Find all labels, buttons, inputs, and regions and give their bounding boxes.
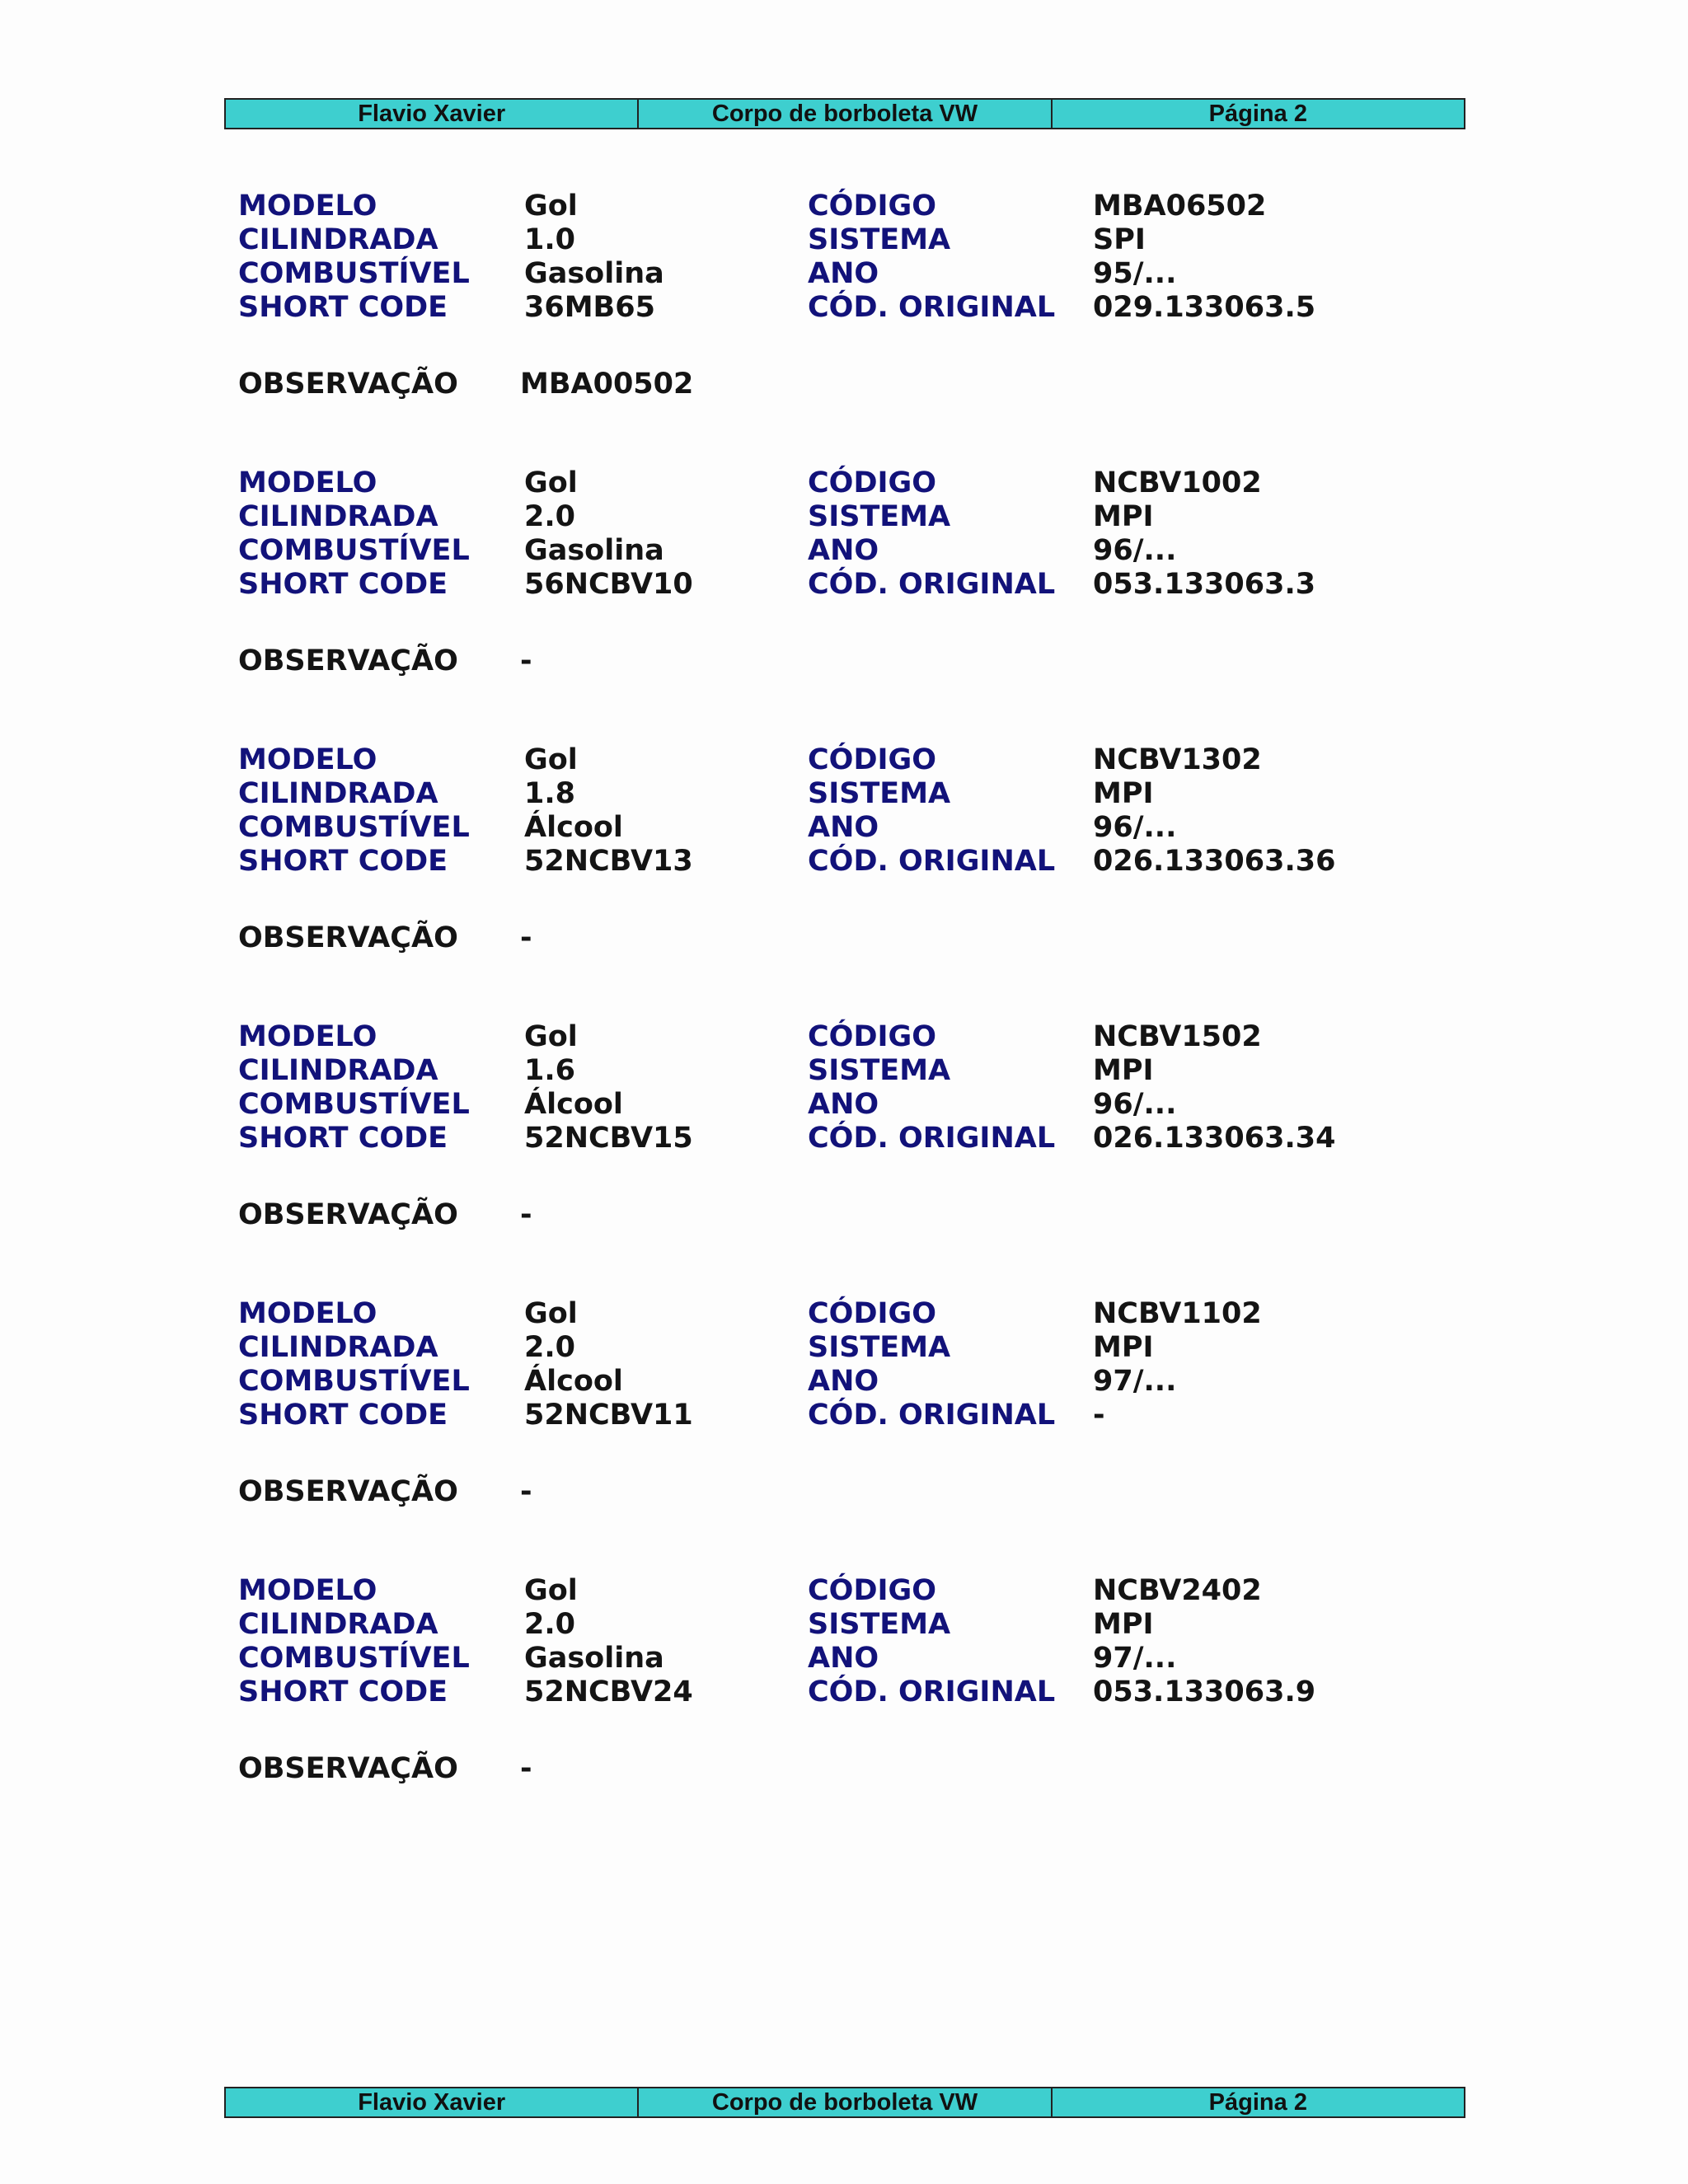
entry-row — [238, 1675, 1392, 1708]
modelo-value: Gol — [524, 466, 578, 499]
short-code-value: 52NCBV11 — [524, 1399, 693, 1432]
entry-row — [238, 1297, 1392, 1330]
cod-original-value: 026.133063.34 — [1093, 1122, 1336, 1155]
entry-row — [238, 1399, 1392, 1432]
entry-row — [238, 500, 1392, 533]
observacao-value: - — [520, 921, 532, 954]
part-entry — [238, 466, 1392, 681]
footer-title: Corpo de borboleta VW — [639, 2088, 1052, 2116]
short-code-value: 36MB65 — [524, 291, 655, 324]
cod-original-label: CÓD. ORIGINAL — [808, 1675, 1056, 1708]
part-entry — [238, 1020, 1392, 1235]
observacao-row — [238, 921, 1392, 954]
modelo-value: Gol — [524, 743, 578, 776]
observacao-label: OBSERVAÇÃO — [238, 1752, 458, 1785]
cod-original-value: 053.133063.9 — [1093, 1675, 1316, 1708]
cod-original-label: CÓD. ORIGINAL — [808, 568, 1056, 601]
entry-row — [238, 223, 1392, 256]
header-title: Corpo de borboleta VW — [639, 100, 1052, 128]
observacao-row — [238, 1752, 1392, 1785]
combustivel-value: Álcool — [524, 1365, 623, 1398]
sistema-label: SISTEMA — [808, 1331, 951, 1364]
sistema-value: MPI — [1093, 1608, 1154, 1641]
combustivel-label: COMBUSTÍVEL — [238, 257, 470, 290]
entry-row — [238, 568, 1392, 601]
codigo-value: NCBV1502 — [1093, 1020, 1262, 1053]
entry-row — [238, 1020, 1392, 1053]
ano-value: 95/... — [1093, 257, 1177, 290]
combustivel-value: Gasolina — [524, 534, 664, 567]
observacao-row — [238, 1475, 1392, 1508]
sistema-value: MPI — [1093, 1054, 1154, 1087]
combustivel-label: COMBUSTÍVEL — [238, 534, 470, 567]
ano-label: ANO — [808, 534, 879, 567]
cilindrada-label: CILINDRADA — [238, 1331, 438, 1364]
observacao-value: - — [520, 1752, 532, 1785]
ano-value: 96/... — [1093, 811, 1177, 844]
part-entry — [238, 1297, 1392, 1511]
observacao-value: - — [520, 1198, 532, 1231]
modelo-label: MODELO — [238, 1020, 377, 1053]
combustivel-label: COMBUSTÍVEL — [238, 1088, 470, 1121]
cod-original-value: 053.133063.3 — [1093, 568, 1316, 601]
codigo-label: CÓDIGO — [808, 190, 936, 223]
modelo-label: MODELO — [238, 190, 377, 223]
ano-label: ANO — [808, 1642, 879, 1675]
short-code-label: SHORT CODE — [238, 1675, 448, 1708]
codigo-value: NCBV1102 — [1093, 1297, 1262, 1330]
cilindrada-value: 2.0 — [524, 500, 576, 533]
entry-row — [238, 1608, 1392, 1641]
combustivel-value: Álcool — [524, 1088, 623, 1121]
footer-page-number: Página 2 — [1208, 2088, 1307, 2116]
page-header — [224, 98, 1465, 129]
combustivel-label: COMBUSTÍVEL — [238, 1642, 470, 1675]
sistema-value: MPI — [1093, 500, 1154, 533]
header-page-number: Página 2 — [1208, 100, 1307, 127]
short-code-value: 56NCBV10 — [524, 568, 693, 601]
short-code-value: 52NCBV13 — [524, 845, 693, 878]
sistema-label: SISTEMA — [808, 1054, 951, 1087]
combustivel-value: Álcool — [524, 811, 623, 844]
short-code-value: 52NCBV15 — [524, 1122, 693, 1155]
cod-original-value: - — [1093, 1399, 1105, 1432]
ano-label: ANO — [808, 811, 879, 844]
short-code-label: SHORT CODE — [238, 568, 448, 601]
observacao-row — [238, 368, 1392, 401]
entry-row — [238, 1122, 1392, 1155]
sistema-label: SISTEMA — [808, 223, 951, 256]
codigo-value: NCBV1302 — [1093, 743, 1262, 776]
cilindrada-value: 2.0 — [524, 1608, 576, 1641]
ano-label: ANO — [808, 1088, 879, 1121]
entry-row — [238, 1365, 1392, 1398]
codigo-label: CÓDIGO — [808, 466, 936, 499]
short-code-label: SHORT CODE — [238, 291, 448, 324]
ano-label: ANO — [808, 257, 879, 290]
modelo-value: Gol — [524, 190, 578, 223]
combustivel-value: Gasolina — [524, 1642, 664, 1675]
codigo-label: CÓDIGO — [808, 1297, 936, 1330]
observacao-row — [238, 644, 1392, 677]
modelo-label: MODELO — [238, 743, 377, 776]
short-code-label: SHORT CODE — [238, 1399, 448, 1432]
modelo-label: MODELO — [238, 1574, 377, 1607]
entry-row — [238, 1088, 1392, 1121]
combustivel-label: COMBUSTÍVEL — [238, 1365, 470, 1398]
modelo-value: Gol — [524, 1020, 578, 1053]
page-footer — [224, 2087, 1465, 2118]
combustivel-label: COMBUSTÍVEL — [238, 811, 470, 844]
ano-value: 97/... — [1093, 1365, 1177, 1398]
cilindrada-value: 1.8 — [524, 777, 576, 810]
sistema-value: SPI — [1093, 223, 1146, 256]
short-code-label: SHORT CODE — [238, 1122, 448, 1155]
codigo-label: CÓDIGO — [808, 1020, 936, 1053]
sistema-label: SISTEMA — [808, 777, 951, 810]
entry-row — [238, 190, 1392, 223]
entry-row — [238, 777, 1392, 810]
observacao-value: - — [520, 1475, 532, 1508]
sistema-label: SISTEMA — [808, 500, 951, 533]
cilindrada-label: CILINDRADA — [238, 777, 438, 810]
codigo-value: NCBV2402 — [1093, 1574, 1262, 1607]
codigo-value: NCBV1002 — [1093, 466, 1262, 499]
observacao-label: OBSERVAÇÃO — [238, 1198, 458, 1231]
entry-row — [238, 1331, 1392, 1364]
entry-row — [238, 1642, 1392, 1675]
entry-row — [238, 1574, 1392, 1607]
observacao-value: - — [520, 644, 532, 677]
cod-original-label: CÓD. ORIGINAL — [808, 1122, 1056, 1155]
entry-row — [238, 534, 1392, 567]
sistema-value: MPI — [1093, 777, 1154, 810]
ano-value: 96/... — [1093, 1088, 1177, 1121]
entry-row — [238, 466, 1392, 499]
cilindrada-value: 2.0 — [524, 1331, 576, 1364]
observacao-label: OBSERVAÇÃO — [238, 368, 458, 401]
observacao-row — [238, 1198, 1392, 1231]
part-entry — [238, 743, 1392, 958]
part-entry — [238, 190, 1392, 404]
cod-original-label: CÓD. ORIGINAL — [808, 845, 1056, 878]
cilindrada-label: CILINDRADA — [238, 1608, 438, 1641]
entry-row — [238, 845, 1392, 878]
modelo-value: Gol — [524, 1574, 578, 1607]
entry-row — [238, 1054, 1392, 1087]
modelo-label: MODELO — [238, 466, 377, 499]
entry-row — [238, 743, 1392, 776]
cod-original-value: 029.133063.5 — [1093, 291, 1316, 324]
part-entry — [238, 1574, 1392, 1788]
ano-label: ANO — [808, 1365, 879, 1398]
codigo-value: MBA06502 — [1093, 190, 1267, 223]
cilindrada-value: 1.0 — [524, 223, 576, 256]
entry-row — [238, 257, 1392, 290]
combustivel-value: Gasolina — [524, 257, 664, 290]
modelo-label: MODELO — [238, 1297, 377, 1330]
observacao-label: OBSERVAÇÃO — [238, 1475, 458, 1508]
short-code-label: SHORT CODE — [238, 845, 448, 878]
cilindrada-label: CILINDRADA — [238, 223, 438, 256]
cod-original-value: 026.133063.36 — [1093, 845, 1336, 878]
observacao-value: MBA00502 — [520, 368, 694, 401]
codigo-label: CÓDIGO — [808, 1574, 936, 1607]
entry-row — [238, 811, 1392, 844]
cilindrada-label: CILINDRADA — [238, 1054, 438, 1087]
cilindrada-value: 1.6 — [524, 1054, 576, 1087]
codigo-label: CÓDIGO — [808, 743, 936, 776]
cilindrada-label: CILINDRADA — [238, 500, 438, 533]
ano-value: 96/... — [1093, 534, 1177, 567]
modelo-value: Gol — [524, 1297, 578, 1330]
observacao-label: OBSERVAÇÃO — [238, 644, 458, 677]
short-code-value: 52NCBV24 — [524, 1675, 693, 1708]
observacao-label: OBSERVAÇÃO — [238, 921, 458, 954]
sistema-label: SISTEMA — [808, 1608, 951, 1641]
sistema-value: MPI — [1093, 1331, 1154, 1364]
footer-author: Flavio Xavier — [226, 2088, 639, 2116]
cod-original-label: CÓD. ORIGINAL — [808, 1399, 1056, 1432]
entry-row — [238, 291, 1392, 324]
ano-value: 97/... — [1093, 1642, 1177, 1675]
cod-original-label: CÓD. ORIGINAL — [808, 291, 1056, 324]
header-author: Flavio Xavier — [226, 100, 639, 128]
